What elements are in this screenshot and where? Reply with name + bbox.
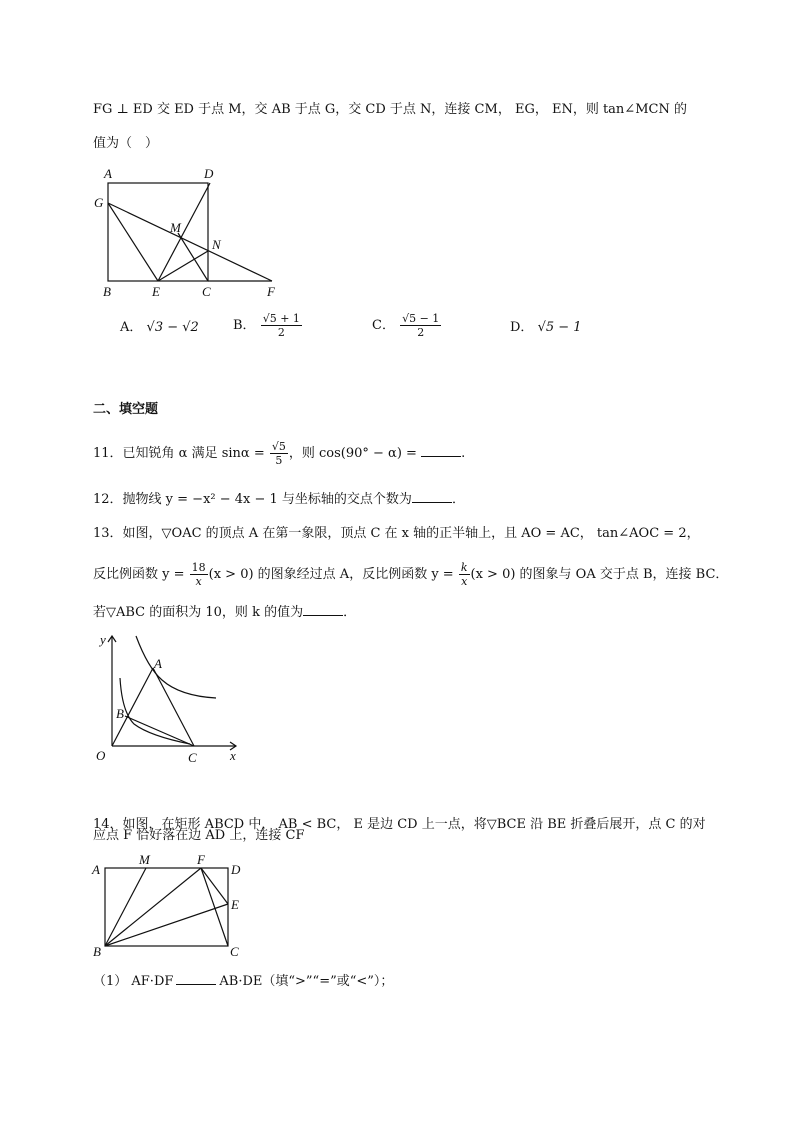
- q13-line3-text: 若▽ABC 的面积为 10，则 k 的值为: [93, 605, 304, 620]
- label-M: M: [170, 220, 181, 235]
- label-F: F: [267, 284, 275, 299]
- option-c: [372, 312, 442, 339]
- q12-end: ．: [451, 492, 465, 507]
- q14-line2-main: 应点 F 恰好落在边 AD 上，连接 CF: [93, 828, 305, 843]
- option-d: [510, 318, 582, 338]
- option-c-num: √5 − 1: [402, 312, 440, 325]
- label-M: M: [139, 852, 150, 867]
- label-N: N: [212, 237, 221, 252]
- q13-line2-b: (x > 0) 的图象经过点 A，反比例函数 y =: [208, 567, 458, 582]
- q13-frac2-num: k: [460, 561, 468, 574]
- q14-line1: 14．如图，在矩形 ABCD 中， AB < BC， E 是边 CD 上一点，将▽BCE 沿 BE 折叠后展开，点 C 的对: [93, 817, 706, 832]
- q11-end: .: [461, 446, 466, 461]
- option-c-den: 2: [417, 326, 425, 339]
- q13-line2: [93, 561, 728, 588]
- option-b: [233, 312, 303, 339]
- section-heading: 二、填空题: [93, 402, 159, 417]
- q13-line2-a: 反比例函数 y =: [93, 567, 189, 582]
- label-C: C: [188, 750, 197, 765]
- option-a-letter: A．: [120, 320, 143, 335]
- q13-answer-blank[interactable]: [303, 603, 343, 616]
- q12-answer-blank[interactable]: [412, 490, 452, 503]
- q11-den: 5: [275, 454, 283, 467]
- q10-figure: [88, 162, 288, 302]
- option-c-letter: C．: [372, 318, 395, 333]
- label-F: F: [197, 852, 205, 867]
- q13-frac2: [459, 561, 470, 588]
- label-C: C: [202, 284, 211, 299]
- option-d-letter: D．: [510, 320, 534, 335]
- q14-sub1-a: （1） AF·DF: [93, 974, 174, 989]
- q11-prefix: 11．已知锐角 α 满足 sinα =: [93, 446, 269, 461]
- label-B: B: [93, 944, 101, 959]
- q14-sub1-blank[interactable]: [176, 972, 216, 985]
- label-B: B: [103, 284, 111, 299]
- label-A: A: [154, 656, 162, 671]
- line-cm: [178, 233, 208, 281]
- label-A: A: [104, 166, 112, 181]
- line-bf: [105, 868, 201, 946]
- q11-frac: [270, 440, 288, 467]
- q13-frac1-den: x: [195, 575, 202, 588]
- option-b-num: √5 + 1: [262, 312, 300, 325]
- label-x: x: [230, 748, 236, 763]
- q12: [93, 490, 465, 510]
- q13-frac1-num: 18: [191, 561, 206, 574]
- line-fe: [201, 868, 228, 904]
- q13-line3-end: ．: [343, 605, 357, 620]
- q14-sub1: [93, 972, 393, 992]
- option-c-frac: [400, 312, 441, 339]
- label-y: y: [100, 632, 106, 647]
- label-D: D: [204, 166, 214, 181]
- label-C: C: [230, 944, 239, 959]
- q10-line1: FG ⊥ ED 交 ED 于点 M，交 AB 于点 G，交 CD 于点 N，连接 CM， EG， EN，则 tan∠MCN 的: [93, 102, 687, 117]
- label-A: A: [92, 862, 100, 877]
- label-G: G: [94, 195, 104, 210]
- label-D: D: [231, 862, 241, 877]
- hyperbola-18: [136, 636, 216, 698]
- q14-sub1-b: AB·DE（填“>”“=”或“<”）；: [219, 974, 394, 989]
- q13-figure: [90, 628, 250, 768]
- segment-bc: [125, 716, 194, 746]
- q12-text: 12．抛物线 y = −x² − 4x − 1 与坐标轴的交点个数为: [93, 492, 412, 507]
- option-a-expr: √3 − √2: [146, 320, 199, 335]
- label-E: E: [152, 284, 160, 299]
- segment-ac: [153, 668, 194, 746]
- option-b-den: 2: [277, 326, 285, 339]
- square-abcd: [108, 183, 208, 281]
- q11-num: √5: [271, 440, 286, 453]
- label-B: B: [116, 706, 124, 721]
- label-O: O: [96, 748, 106, 763]
- q11-answer-blank[interactable]: [421, 444, 461, 457]
- label-E: E: [231, 897, 239, 912]
- q14-figure: [88, 852, 258, 962]
- q11-suffix: ，则 cos(90° − α) =: [288, 446, 422, 461]
- q11: [93, 440, 465, 467]
- line-ed: [158, 183, 210, 281]
- q10-line2: 值为（ ）: [93, 136, 159, 151]
- option-b-frac: [261, 312, 302, 339]
- q13-frac1: [190, 561, 208, 588]
- option-d-expr: √5 − 1: [537, 320, 582, 335]
- q13-line1: 13．如图，▽OAC 的顶点 A 在第一象限，顶点 C 在 x 轴的正半轴上，且 AO = AC， tan∠AOC = 2，: [93, 526, 700, 541]
- option-b-letter: B．: [233, 318, 256, 333]
- q13-line3: [93, 603, 356, 623]
- q13-line2-c: (x > 0) 的图象与 OA 交于点 B，连接 BC．: [470, 567, 729, 582]
- line-fc: [201, 868, 228, 946]
- option-a: [120, 318, 199, 338]
- q13-frac2-den: x: [461, 575, 468, 588]
